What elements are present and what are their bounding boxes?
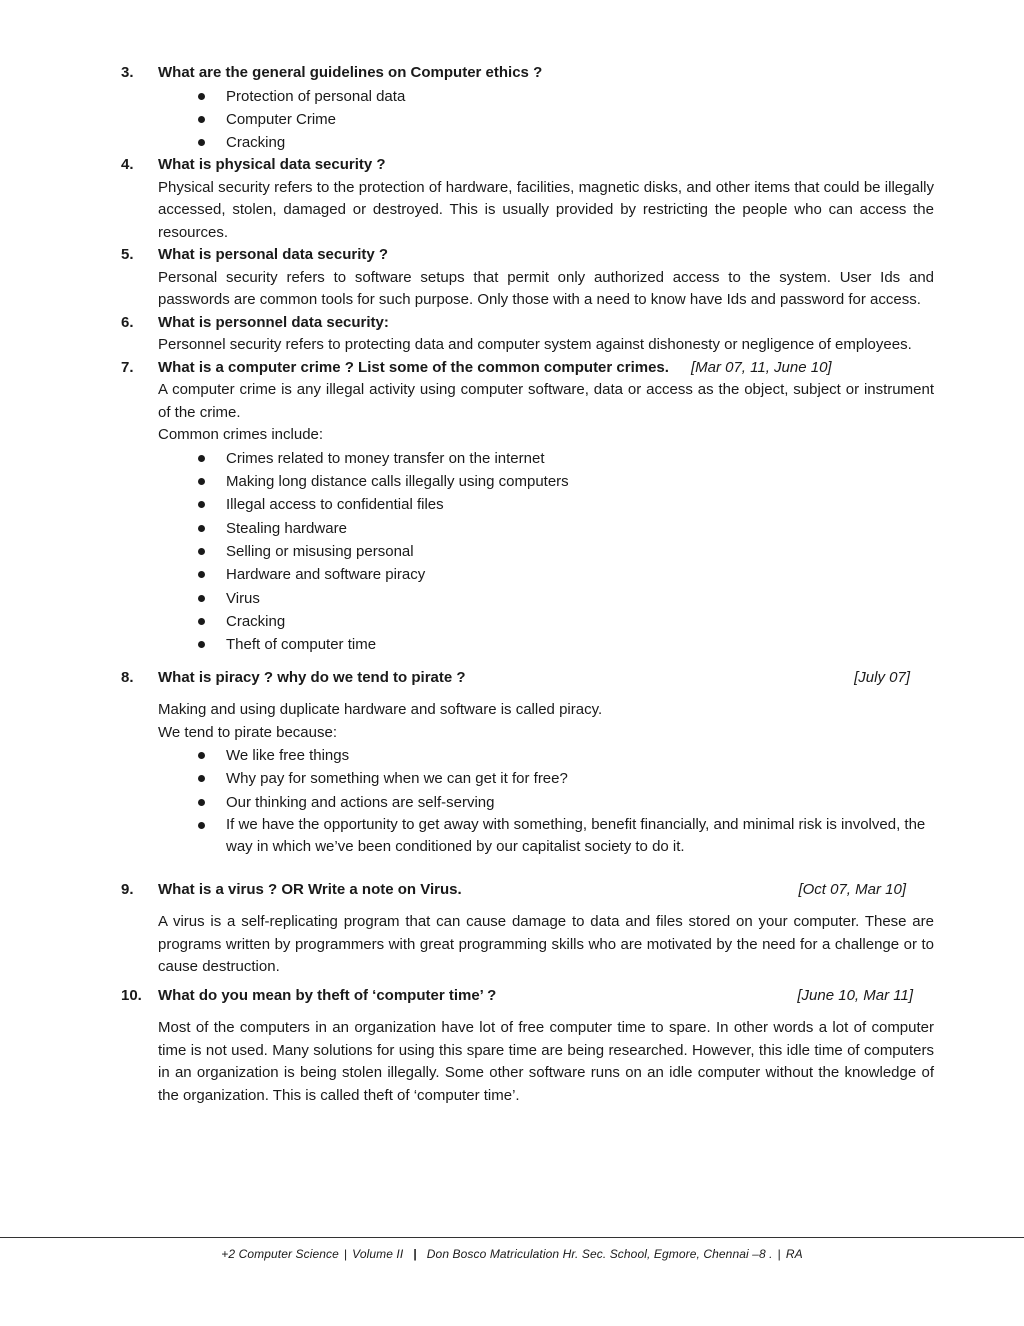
- bullet-list: [158, 85, 934, 155]
- question-number: 5.: [121, 246, 134, 264]
- list-item: Making long distance calls illegally using computers: [226, 470, 934, 493]
- answer-paragraph: A computer crime is any illegal activity using computer software, data or access as the object, subject or instrument of the crime.: [158, 381, 934, 421]
- bullet-list: [158, 744, 934, 858]
- list-item: Virus: [226, 587, 934, 610]
- footer-volume: Volume II: [352, 1247, 404, 1261]
- exam-reference: [Mar 07, 11, June 10]: [690, 358, 832, 376]
- question-number: 8.: [121, 668, 134, 686]
- question-block-4: [121, 154, 934, 244]
- question-block-9: [121, 879, 934, 979]
- list-item: Cracking: [226, 610, 934, 633]
- answer-paragraph: Personal security refers to software setups that permit only authorized access to the system. User Ids and passwords are common tools for such purpose. Only those with a need to know have Ids and password for access.: [158, 268, 934, 309]
- list-item: Stealing hardware: [226, 517, 934, 540]
- question-text: What do you mean by theft of ‘computer time’ ?: [158, 986, 497, 1004]
- list-item: Why pay for something when we can get it for free?: [226, 767, 934, 790]
- answer-paragraph: Most of the computers in an organization have lot of free computer time to spare. In other words a lot of computer time is not used. Many solutions for using this spare time are being researched. However, this idle time of computers in an organization is being stolen illegally. Some other software runs on an idle computer without the knowledge of the organization. This is called theft of ‘computer time’.: [158, 1019, 934, 1104]
- question-text: What is a computer crime ? List some of the common computer crimes.: [158, 358, 669, 376]
- question-number: 3.: [121, 64, 134, 81]
- question-block-5: [121, 244, 934, 312]
- list-item: If we have the opportunity to get away with something, benefit financially, and minimal risk is involved, the way in which we’ve been conditioned by our capitalist society to do it.: [226, 814, 934, 858]
- answer-paragraph: Making and using duplicate hardware and software is called piracy.: [158, 701, 603, 719]
- list-item: We like free things: [226, 744, 934, 767]
- exam-reference: [July 07]: [854, 668, 910, 686]
- question-text: What is a virus ? OR Write a note on Virus.: [158, 880, 462, 898]
- question-block-6: [121, 312, 934, 357]
- question-block-10: [121, 985, 934, 1108]
- exam-reference: [Oct 07, Mar 10]: [798, 880, 906, 898]
- question-text: What is physical data security ?: [158, 156, 386, 174]
- question-number: 10.: [121, 986, 142, 1004]
- list-item: Our thinking and actions are self-serving: [226, 791, 934, 814]
- answer-paragraph: Personnel security refers to protecting data and computer system against dishonesty or negligence of employees.: [158, 336, 912, 354]
- question-number: 9.: [121, 880, 134, 898]
- bullet-icon: [198, 93, 205, 100]
- list-intro: We tend to pirate because:: [158, 723, 338, 741]
- bullet-icon: [198, 618, 205, 625]
- bullet-icon: [198, 501, 205, 508]
- list-item: Crimes related to money transfer on the internet: [226, 447, 934, 470]
- bullet-icon: [198, 116, 205, 123]
- list-item: Protection of personal data: [226, 85, 934, 108]
- list-intro: Common crimes include:: [158, 426, 324, 444]
- question-text: What are the general guidelines on Computer ethics ?: [158, 64, 543, 81]
- footer-school: Don Bosco Matriculation Hr. Sec. School, Egmore, Chennai –8 .: [426, 1247, 773, 1261]
- list-item: Theft of computer time: [226, 633, 934, 656]
- question-number: 6.: [121, 313, 134, 331]
- bullet-icon: [198, 548, 205, 555]
- list-item: Selling or misusing personal: [226, 540, 934, 563]
- bullet-icon: [198, 478, 205, 485]
- answer-paragraph: Physical security refers to the protection of hardware, facilities, magnetic disks, and other items that could be illegally accessed, stolen, damaged or destroyed. This is usually provided by restricting the people who can access the resources.: [158, 178, 934, 241]
- bullet-icon: [198, 641, 205, 648]
- footer-initials: RA: [785, 1247, 803, 1261]
- list-item: Computer Crime: [226, 108, 934, 131]
- list-item: Illegal access to confidential files: [226, 493, 934, 516]
- question-text: What is personnel data security:: [158, 313, 389, 331]
- footer-divider: [0, 1237, 1024, 1238]
- bullet-list: [158, 447, 934, 657]
- question-number: 7.: [121, 358, 134, 376]
- answer-paragraph: A virus is a self-replicating program that can cause damage to data and files stored on your computer. These are programs written by programmers with great programming skills who are motivated by the need for a challenge or to cause destruction.: [158, 913, 934, 976]
- page-footer: +2 Computer Science | Volume II | Don Bosco Matriculation Hr. Sec. School, Egmore, Chennai –8 . | RA: [221, 1247, 803, 1261]
- bullet-icon: [198, 752, 205, 759]
- question-number: 4.: [121, 156, 134, 174]
- bullet-icon: [198, 799, 205, 806]
- exam-reference: [June 10, Mar 11]: [797, 986, 913, 1004]
- document-body: [121, 62, 934, 1107]
- bullet-icon: [198, 822, 205, 829]
- footer-course: +2 Computer Science: [221, 1247, 339, 1261]
- list-item: Hardware and software piracy: [226, 563, 934, 586]
- question-block-3: [121, 62, 934, 154]
- question-block-8: [121, 667, 934, 858]
- bullet-icon: [198, 775, 205, 782]
- bullet-icon: [198, 595, 205, 602]
- bullet-icon: [198, 571, 205, 578]
- question-text: What is personal data security ?: [158, 246, 389, 264]
- bullet-icon: [198, 455, 205, 462]
- question-text: What is piracy ? why do we tend to pirate ?: [158, 668, 466, 686]
- bullet-icon: [198, 525, 205, 532]
- question-block-7: [121, 357, 934, 657]
- bullet-icon: [198, 139, 205, 146]
- list-item: Cracking: [226, 131, 934, 154]
